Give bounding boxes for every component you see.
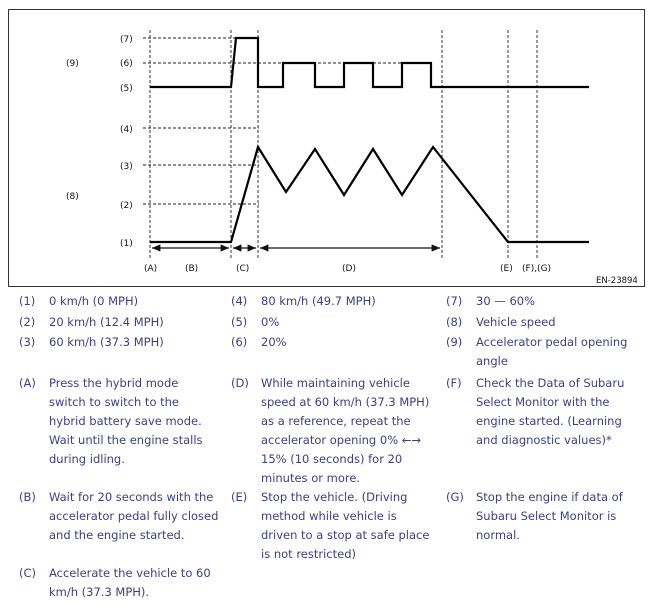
timing-diagram — [8, 9, 645, 287]
step-item: (A) Press the hybrid mode switch to switch to the hybrid battery save mode. Wait until the engine stalls during idling. — [19, 376, 203, 466]
legend-item: (6) 20% — [231, 335, 287, 349]
legend-item: (5) 0% — [231, 315, 280, 329]
phase-label-C: (C) — [236, 264, 250, 274]
legend-item: (9) Accelerator pedal opening angle — [446, 335, 628, 368]
level-5-label: (5) — [120, 84, 133, 94]
legend-item: (7) 30 — 60% — [446, 294, 536, 308]
level-2-label: (2) — [120, 201, 133, 211]
accelerator-waveform — [150, 38, 589, 87]
step-item: (F) Check the Data of Subaru Select Monitor with the engine started. (Learning and diagnostic values)* — [446, 376, 625, 447]
timing-chart-svg — [9, 10, 646, 288]
level-7-label: (7) — [120, 35, 133, 45]
phase-label-FG: (F),(G) — [522, 264, 552, 274]
legend-item: (1) 0 km/h (0 MPH) — [19, 294, 139, 308]
level-3-label: (3) — [120, 162, 133, 172]
vehicle-speed-waveform — [150, 147, 589, 242]
phase-label-E: (E) — [500, 264, 513, 274]
phase-label-D: (D) — [342, 264, 356, 274]
legend-item: (2) 20 km/h (12.4 MPH) — [19, 315, 164, 329]
level-6-label: (6) — [120, 59, 133, 69]
legend-item: (3) 60 km/h (37.3 MPH) — [19, 335, 164, 349]
figure-id: EN-23894 — [596, 276, 638, 286]
step-item: (E) Stop the vehicle. (Driving method while vehicle is driven to a stop at safe place is not restricted) — [231, 490, 430, 561]
level-1-label: (1) — [120, 239, 133, 249]
label-speed-group: (8) — [66, 192, 79, 202]
phase-label-B: (B) — [185, 264, 199, 274]
legend-item: (4) 80 km/h (49.7 MPH) — [231, 294, 376, 308]
step-item: (D) While maintaining vehicle speed at 60 km/h (37.3 MPH) as a reference, repeat the accelerator opening 0% ←→ 15% (10 seconds) for 20 minutes or more. — [231, 376, 430, 485]
level-4-label: (4) — [120, 125, 133, 135]
step-item: (B) Wait for 20 seconds with the accelerator pedal fully closed and the engine started. — [19, 490, 219, 542]
step-item: (G) Stop the engine if data of Subaru Select Monitor is normal. — [446, 490, 623, 542]
legend-item: (8) Vehicle speed — [446, 315, 556, 329]
label-accel-group: (9) — [66, 59, 79, 69]
step-item: (C) Accelerate the vehicle to 60 km/h (37.3 MPH). — [19, 566, 211, 599]
phase-label-A: (A) — [144, 264, 158, 274]
